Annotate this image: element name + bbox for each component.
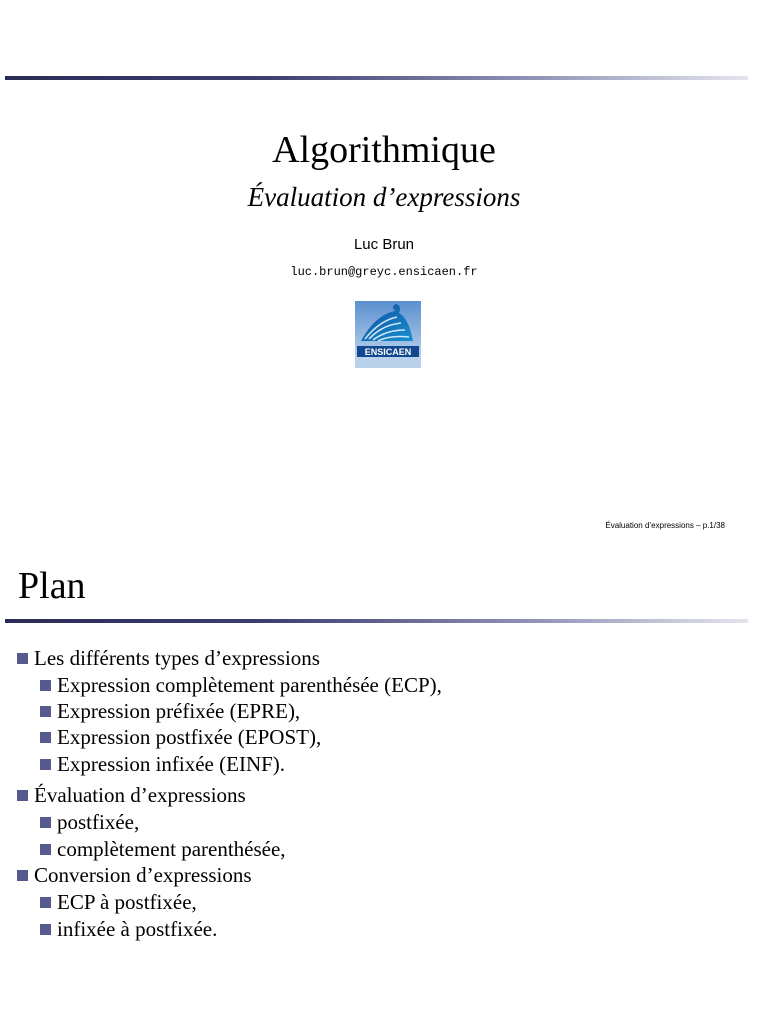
slide2-header-rule: [5, 619, 748, 623]
slide-subtitle: Évaluation d’expressions: [247, 182, 521, 212]
bullet-square-icon: [17, 790, 28, 801]
plan-subitem: [40, 889, 197, 915]
plan-subitem: [40, 751, 285, 777]
bullet-square-icon: [40, 817, 51, 828]
plan-item: [17, 862, 252, 888]
plan-subitem-label: Expression postfixée (EPOST),: [57, 725, 322, 749]
plan-subitem: [40, 724, 321, 750]
author-name: Luc Brun: [353, 236, 415, 253]
plan-item-label: Les différents types d’expressions: [34, 646, 320, 670]
author-email: luc.brun@greyc.ensicaen.fr: [290, 265, 478, 279]
plan-subitem-label: infixée à postfixée.: [57, 917, 218, 941]
plan-item: [17, 645, 320, 671]
plan-item-label: Évaluation d’expressions: [34, 783, 246, 807]
plan-title: Plan: [18, 565, 86, 607]
ensicaen-logo: [355, 301, 421, 368]
plan-subitem: [40, 698, 300, 724]
plan-subitem: [40, 809, 139, 835]
bullet-square-icon: [17, 870, 28, 881]
slide-footer: Évaluation d’expressions – p.1/38: [605, 521, 725, 530]
plan-subitem: [40, 916, 217, 942]
bullet-square-icon: [40, 680, 51, 691]
bullet-square-icon: [40, 732, 51, 743]
plan-subitem-label: Expression complètement parenthésée (ECP),: [57, 673, 442, 697]
slide1-header-rule: [5, 76, 748, 80]
plan-subitem-label: ECP à postfixée,: [57, 890, 197, 914]
bullet-square-icon: [40, 706, 51, 717]
slide-title: Algorithmique: [272, 129, 496, 171]
bullet-square-icon: [40, 897, 51, 908]
plan-subitem-label: complètement parenthésée,: [57, 837, 286, 861]
plan-item-label: Conversion d’expressions: [34, 863, 252, 887]
plan-subitem-label: postfixée,: [57, 810, 140, 834]
plan-subitem: [40, 836, 286, 862]
plan-subitem: [40, 672, 442, 698]
bullet-square-icon: [17, 653, 28, 664]
plan-item: [17, 782, 246, 808]
plan-subitem-label: Expression infixée (EINF).: [57, 752, 286, 776]
bullet-square-icon: [40, 844, 51, 855]
logo-wordmark: ENSICAEN: [364, 347, 412, 357]
bullet-square-icon: [40, 759, 51, 770]
plan-subitem-label: Expression préfixée (EPRE),: [57, 699, 301, 723]
bullet-square-icon: [40, 924, 51, 935]
